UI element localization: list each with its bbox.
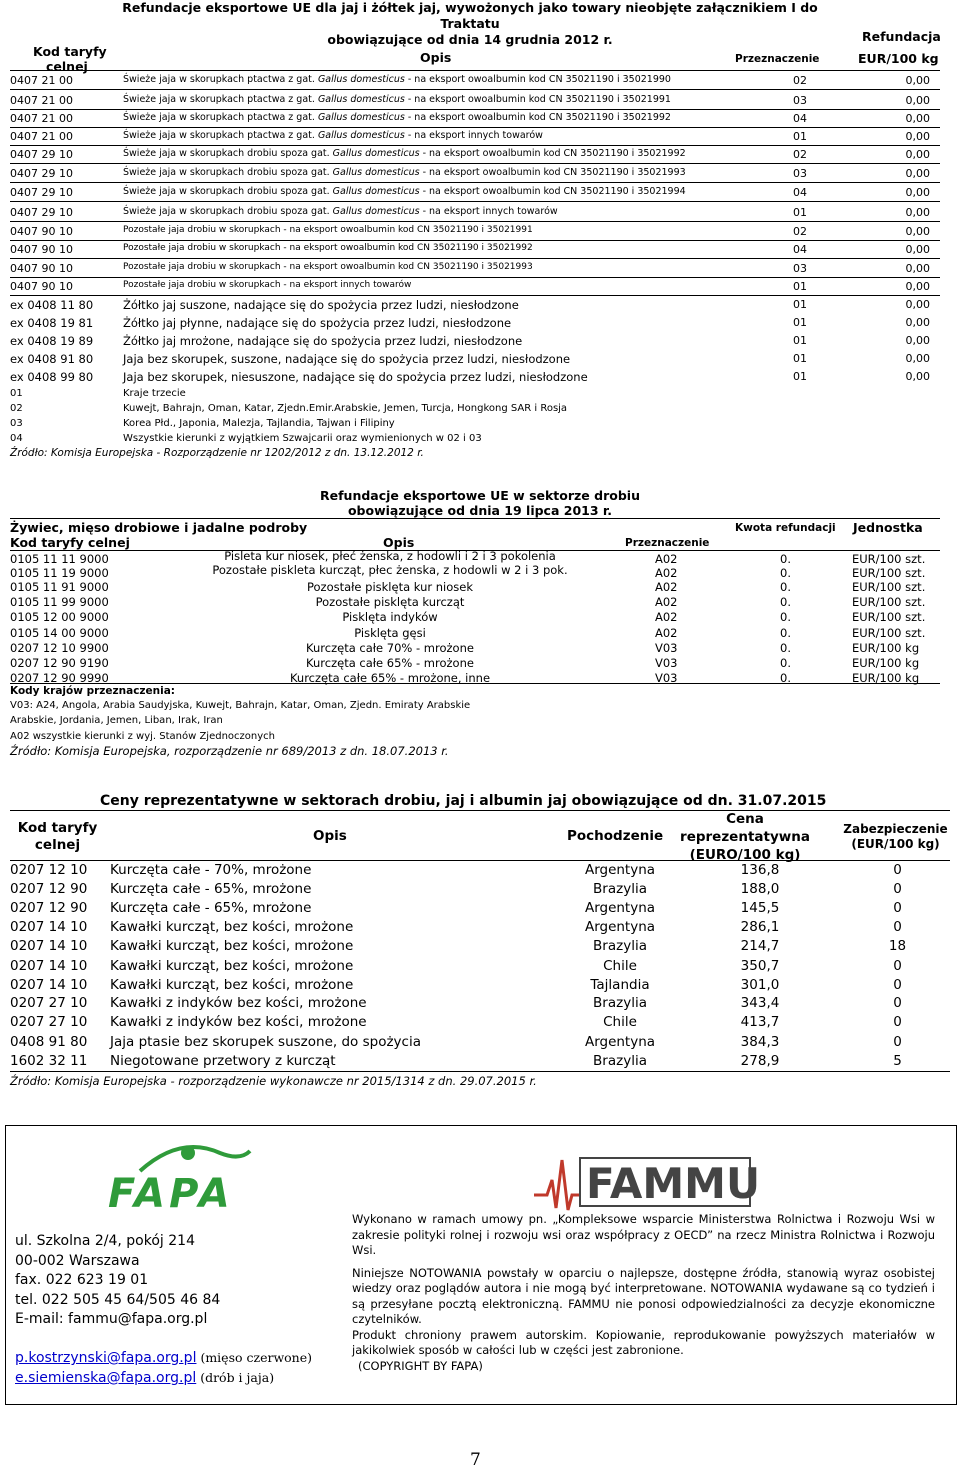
tariff-code: 0207 12 90	[10, 881, 88, 897]
representative-price: 413,7	[740, 1014, 780, 1030]
table-row	[10, 352, 950, 370]
description: Pisleta kur niosek, płeć żenska, z hodowli i 2 i 3 pokolenia	[224, 549, 556, 563]
description: Kawałki kurcząt, bez kości, mrożone	[110, 919, 354, 935]
legend-text: Wszystkie kierunki z wyjątkiem Szwajcarii oraz wymienionych w 02 i 03	[123, 433, 482, 444]
description-text: Świeże jaja w skorupkach ptactwa z gat.	[123, 130, 318, 141]
origin-country: Chile	[603, 958, 637, 974]
unit: EUR/100 szt.	[852, 566, 926, 580]
destination-code: 03	[793, 94, 807, 107]
tariff-code: ex 0408 11 80	[10, 298, 94, 312]
tariff-code: 0407 21 00	[10, 94, 73, 107]
destination-code: V03	[655, 671, 678, 685]
note-paragraph: Wykonano w ramach umowy pn. „Kompleksowe wsparcie Ministerstwa Rolnictwa i Rozwoju Wsi w zakresie polityki rolnej i rozwoju wsi oraz współpracy z OECD” na rzecz Ministra Rolnictwa i Rozwoju Wsi.	[352, 1212, 935, 1257]
tariff-code: ex 0408 19 81	[10, 316, 94, 330]
origin-country: Tajlandia	[590, 977, 650, 993]
col-header-opis: Opis	[420, 50, 452, 65]
description	[123, 148, 686, 159]
security-value: 0	[893, 958, 902, 974]
destination-code: 01	[793, 370, 807, 383]
description-text: Świeże jaja w skorupkach ptactwa z gat.	[123, 112, 318, 123]
description: Kawałki kurcząt, bez kości, mrożone	[110, 938, 354, 954]
table-row	[10, 610, 950, 625]
codes-line: V03: A24, Angola, Arabia Saudyjska, Kuwejt, Bahrajn, Katar, Oman, Zjedn. Emiraty Arabskie	[10, 700, 471, 711]
destination-code: V03	[655, 641, 678, 655]
description	[123, 167, 686, 178]
tariff-code: 0407 90 10	[10, 262, 73, 275]
tariff-code: 0207 12 90 9990	[10, 671, 109, 685]
description	[123, 225, 533, 235]
table-row	[10, 1014, 950, 1033]
col-header-refund: Refundacja	[862, 29, 941, 44]
destination-code: 03	[793, 262, 807, 275]
destination-code: 02	[793, 148, 807, 161]
refund-value: 0,00	[905, 112, 930, 125]
tariff-code: ex 0408 91 80	[10, 352, 94, 366]
legend-text: Kraje trzecie	[123, 388, 186, 399]
col-header-security: Zabezpieczenie (EUR/100 kg)	[843, 822, 948, 851]
destination-code: A02	[655, 610, 678, 624]
tariff-code: 0207 12 10 9900	[10, 641, 109, 655]
row-rule	[10, 127, 940, 128]
fammu-logo	[532, 1140, 762, 1220]
refund-value: 0,00	[905, 167, 930, 180]
tariff-code: 0207 27 10	[10, 1014, 88, 1030]
refund-amount: 0.	[780, 580, 791, 594]
codes-line: A02 wszystkie kierunki z wyj. Stanów Zjednoczonych	[10, 731, 275, 742]
description: Kurczęta całe 70% - mrożone	[306, 641, 474, 655]
description	[123, 280, 411, 290]
refund-amount: 0.	[780, 656, 791, 670]
table-row	[10, 370, 950, 388]
table-row	[10, 1034, 950, 1053]
destination-code: 01	[793, 206, 807, 219]
col-header-unit: Jednostka	[853, 520, 923, 535]
unit: EUR/100 kg	[852, 656, 920, 670]
description-text: Żółtko jaj płynne, nadające się do spożycia przez ludzi, niesłodzone	[123, 316, 512, 330]
destination-code: V03	[655, 656, 678, 670]
tariff-code: 0207 27 10	[10, 995, 88, 1011]
destination-code: 04	[793, 112, 807, 125]
table-row	[10, 641, 950, 656]
table-row	[10, 656, 950, 671]
tariff-code: 0407 90 10	[10, 243, 73, 256]
description: Kurczęta całe - 70%, mrożone	[110, 862, 312, 878]
tariff-code: 0407 21 00	[10, 74, 73, 87]
table-row	[10, 919, 950, 938]
col-header-destination: Przeznaczenie	[735, 53, 820, 65]
representative-price: 384,3	[740, 1034, 780, 1050]
refund-value: 0,00	[905, 206, 930, 219]
row-rule	[10, 277, 940, 278]
section-title: Refundacje eksportowe UE w sektorze drobiu obowiązujące od dnia 19 lipca 2013 r.	[320, 488, 640, 518]
tariff-code: 0105 11 19 9000	[10, 566, 109, 580]
footer-notes	[352, 1212, 935, 1374]
description: Pisklęta gęsi	[354, 626, 426, 640]
refund-value: 0,00	[905, 148, 930, 161]
legend-code: 03	[10, 418, 23, 429]
table-row	[10, 862, 950, 881]
representative-price: 286,1	[740, 919, 780, 935]
representative-price: 214,7	[740, 938, 780, 954]
species-name: Gallus domesticus	[332, 186, 420, 197]
source-note: Źródło: Komisja Europejska, rozporządzenie nr 689/2013 z dn. 18.07.2013 r.	[10, 744, 449, 758]
description: Kurczęta całe 65% - mrożone	[306, 656, 474, 670]
refund-value: 0,00	[905, 298, 930, 311]
description	[123, 94, 671, 105]
tariff-code: 0207 14 10	[10, 919, 88, 935]
description	[123, 370, 588, 384]
tariff-code: ex 0408 19 89	[10, 334, 94, 348]
description	[123, 74, 671, 85]
col-header-code: Kod taryfy celnej	[17, 820, 98, 853]
description: Pozostałe piskleta kurcząt, płec żenska, z hodowli w 2 i 3 pok.	[212, 563, 568, 577]
email-link[interactable]: e.siemienska@fapa.org.pl	[15, 1370, 197, 1386]
description: Kawałki kurcząt, bez kości, mrożone	[110, 977, 354, 993]
destination-code: A02	[655, 580, 678, 594]
description	[123, 298, 519, 312]
tariff-code: ex 0408 99 80	[10, 370, 94, 384]
destination-code: 01	[793, 280, 807, 293]
col-header-amount: Kwota refundacji	[735, 522, 836, 534]
unit: EUR/100 szt.	[852, 595, 926, 609]
page-number: 7	[470, 1450, 481, 1470]
table-row	[10, 938, 950, 957]
codes-line: Arabskie, Jordania, Jemen, Liban, Irak, Iran	[10, 715, 223, 726]
refund-amount: 0.	[780, 566, 791, 580]
description-text: - na eksport owoalbumin kod CN 35021190 i 35021992	[404, 112, 671, 123]
representative-price: 301,0	[740, 977, 780, 993]
destination-code: 02	[793, 74, 807, 87]
tariff-code: 0207 12 10	[10, 862, 88, 878]
description-text: - na eksport owoalbumin kod CN 35021190 i 35021990	[404, 74, 671, 85]
species-name: Gallus domesticus	[317, 112, 405, 123]
tariff-code: 0207 14 10	[10, 938, 88, 954]
representative-price: 136,8	[740, 862, 780, 878]
row-rule	[10, 295, 940, 296]
description: Kurczęta całe - 65%, mrożone	[110, 900, 312, 916]
table-row	[10, 595, 950, 610]
description: Kurczęta całe - 65%, mrożone	[110, 881, 312, 897]
tariff-code: 0105 11 99 9000	[10, 595, 109, 609]
description	[123, 186, 686, 197]
refund-amount: 0.	[780, 641, 791, 655]
destination-code: 01	[793, 352, 807, 365]
row-rule	[10, 240, 940, 241]
security-value: 0	[893, 900, 902, 916]
origin-country: Chile	[603, 1014, 637, 1030]
group-heading: Żywiec, mięso drobiowe i jadalne podroby	[10, 520, 308, 535]
description-text: Świeże jaja w skorupkach drobiu spoza gat.	[123, 186, 333, 197]
description	[123, 262, 533, 272]
security-value: 0	[893, 919, 902, 935]
row-rule	[10, 182, 940, 183]
table-row	[10, 563, 950, 581]
description-text: - na eksport innych towarów	[419, 206, 558, 217]
security-value: 0	[893, 1034, 902, 1050]
copyright: (COPYRIGHT BY FAPA)	[358, 1358, 483, 1373]
destination-code: 04	[793, 243, 807, 256]
refund-amount: 0.	[780, 610, 791, 624]
representative-price: 350,7	[740, 958, 780, 974]
tariff-code: 0207 12 90	[10, 900, 88, 916]
contact-address	[15, 1232, 220, 1330]
refund-amount: 0.	[780, 595, 791, 609]
description-text: Żółtko jaj mrożone, nadające się do spożycia przez ludzi, niesłodzone	[123, 334, 523, 348]
section-title: Refundacje eksportowe UE dla jaj i żółtek jaj, wywożonych jako towary nieobjęte załącznikiem I do Traktatu obowiązujące od dnia 14 grudnia 2012 r.	[122, 0, 818, 47]
security-value: 0	[893, 995, 902, 1011]
tariff-code: 0407 29 10	[10, 167, 73, 180]
fapa-logo	[100, 1133, 275, 1213]
tariff-code: 0105 11 91 9000	[10, 580, 109, 594]
description: Kawałki z indyków bez kości, mrożone	[110, 995, 367, 1011]
tariff-code: 0407 90 10	[10, 280, 73, 293]
origin-country: Argentyna	[584, 900, 656, 916]
tariff-code: 0407 29 10	[10, 206, 73, 219]
refund-value: 0,00	[905, 225, 930, 238]
description: Pisklęta indyków	[342, 610, 438, 624]
refund-value: 0,00	[905, 74, 930, 87]
security-value: 0	[893, 1014, 902, 1030]
description-text: Pozostałe jaja drobiu w skorupkach - na eksport owoalbumin kod CN 35021190 i 35021992	[123, 243, 533, 253]
description: Pozostałe pisklęta kur niosek	[306, 580, 474, 594]
representative-price: 343,4	[740, 995, 780, 1011]
col-header-price: Cena reprezentatywna (EURO/100 kg)	[680, 811, 810, 863]
origin-country: Brazylia	[593, 881, 647, 897]
description	[123, 334, 522, 348]
description: Jaja ptasie bez skorupek suszone, do spożycia	[110, 1034, 421, 1050]
refund-amount: 0.	[780, 552, 791, 566]
table-bottom-rule	[10, 683, 940, 684]
codes-title: Kody krajów przeznaczenia:	[10, 685, 176, 697]
species-name: Gallus domesticus	[332, 206, 420, 217]
tariff-code: 0207 14 10	[10, 958, 88, 974]
destination-code: 01	[793, 316, 807, 329]
table-row	[10, 881, 950, 900]
description-text: Pozostałe jaja drobiu w skorupkach - na eksport owoalbumin kod CN 35021190 i 35021991	[123, 225, 533, 235]
destination-code: 01	[793, 298, 807, 311]
description: Kawałki kurcząt, bez kości, mrożone	[110, 958, 354, 974]
destination-code: A02	[655, 595, 678, 609]
refund-value: 0,00	[905, 262, 930, 275]
row-rule	[10, 89, 940, 90]
origin-country: Argentyna	[584, 862, 656, 878]
header-rule	[10, 860, 950, 861]
table-row	[10, 316, 950, 334]
description-text: Jaja bez skorupek, suszone, nadające się do spożycia przez ludzi, niesłodzone	[123, 352, 571, 366]
description	[123, 206, 558, 217]
species-name: Gallus domesticus	[332, 167, 420, 178]
destination-code: 01	[793, 334, 807, 347]
legend-text: Korea Płd., Japonia, Malezja, Tajlandia, Tajwan i Filipiny	[123, 418, 395, 429]
unit: EUR/100 kg	[852, 671, 920, 685]
refund-value: 0,00	[905, 243, 930, 256]
species-name: Gallus domesticus	[317, 74, 405, 85]
security-value: 5	[893, 1053, 902, 1069]
col-header-destination: Przeznaczenie	[625, 537, 710, 549]
description-text: - na eksport owoalbumin kod CN 35021190 i 35021992	[419, 148, 686, 159]
refund-amount: 0.	[780, 626, 791, 640]
note-paragraph: Produkt chroniony prawem autorskim. Kopiowanie, reprodukowanie powyższych materiałów w jakikolwiek sposób w całości lub w części jest zabronione.	[352, 1327, 935, 1357]
description-text: Świeże jaja w skorupkach ptactwa z gat.	[123, 94, 318, 105]
table-bottom-rule	[10, 1071, 950, 1072]
origin-country: Argentyna	[584, 919, 656, 935]
description	[123, 243, 533, 253]
note-paragraph: Niniejsze NOTOWANIA powstały w oparciu o najlepsze, dostępne źródła, stanowią wyraz osobistej wiedzy oraz poglądów autora i nie mogą być interpretowane. NOTOWANIA wydawane są co tydzień i są przesyłane pocztą elektroniczną. FAMMU nie ponosi odpowiedzialności za decyzje ekonomiczne czytelników.	[352, 1265, 935, 1326]
origin-country: Argentyna	[584, 1034, 656, 1050]
tariff-code: 0105 14 00 9000	[10, 626, 109, 640]
tariff-code: 0407 21 00	[10, 112, 73, 125]
unit: EUR/100 szt.	[852, 552, 926, 566]
legend-code: 02	[10, 403, 23, 414]
row-rule	[10, 221, 940, 222]
contact-persons: p.kostrzynski@fapa.org.pl (mięso czerwone) e.siemienska@fapa.org.pl (drób i jaja)	[15, 1350, 312, 1386]
description-text: Świeże jaja w skorupkach drobiu spoza gat.	[123, 167, 333, 178]
destination-code: A02	[655, 566, 678, 580]
tariff-code: 0407 29 10	[10, 148, 73, 161]
representative-price: 188,0	[740, 881, 780, 897]
row-rule	[10, 258, 940, 259]
tariff-code: 0105 12 00 9000	[10, 610, 109, 624]
table-row	[10, 580, 950, 595]
destination-code: 02	[793, 225, 807, 238]
fax-line: fax. 022 623 19 01	[15, 1272, 149, 1288]
email-line: E-mail: fammu@fapa.org.pl	[15, 1311, 208, 1327]
description: Pozostałe pisklęta kurcząt	[315, 595, 465, 609]
email-link[interactable]: p.kostrzynski@fapa.org.pl	[15, 1350, 197, 1366]
destination-code: 04	[793, 186, 807, 199]
tel-line: tel. 022 505 45 64/505 46 84	[15, 1291, 221, 1308]
svg-text:FAMMU: FAMMU	[586, 1159, 761, 1208]
refund-amount: 0.	[780, 671, 791, 685]
table-row	[10, 298, 950, 316]
col-header-code: Kod taryfy celnej	[10, 535, 130, 550]
description: Kurczęta całe 65% - mrożone, inne	[289, 671, 491, 685]
refund-value: 0,00	[905, 352, 930, 365]
col-header-opis: Opis	[313, 828, 347, 844]
refund-value: 0,00	[905, 370, 930, 383]
table-row	[10, 1053, 950, 1072]
description-text: Świeże jaja w skorupkach drobiu spoza gat.	[123, 206, 333, 217]
description-text: - na eksport owoalbumin kod CN 35021190 i 35021994	[419, 186, 686, 197]
refund-value: 0,00	[905, 186, 930, 199]
description-text: Pozostałe jaja drobiu w skorupkach - na eksport innych towarów	[123, 280, 412, 290]
tariff-code: 0407 29 10	[10, 186, 73, 199]
refund-value: 0,00	[905, 334, 930, 347]
description-text: Jaja bez skorupek, niesuszone, nadające się do spożycia przez ludzi, niesłodzone	[123, 370, 588, 384]
address-line: ul. Szkolna 2/4, pokój 214	[15, 1233, 195, 1249]
description-text: - na eksport owoalbumin kod CN 35021190 i 35021991	[404, 94, 671, 105]
description-text: Świeże jaja w skorupkach ptactwa z gat.	[123, 74, 318, 85]
destination-code: 03	[793, 167, 807, 180]
tariff-code: 0407 90 10	[10, 225, 73, 238]
tariff-code: 0207 14 10	[10, 977, 88, 993]
col-header-unit: EUR/100 kg	[858, 51, 939, 66]
origin-country: Brazylia	[593, 938, 647, 954]
svg-text:FAPA: FAPA	[108, 1171, 234, 1213]
representative-price: 278,9	[740, 1053, 780, 1069]
refund-value: 0,00	[905, 94, 930, 107]
tariff-code: 0407 21 00	[10, 130, 73, 143]
security-value: 0	[893, 977, 902, 993]
col-header-origin: Pochodzenie	[567, 828, 664, 844]
description	[123, 112, 671, 123]
refund-value: 0,00	[905, 130, 930, 143]
table-row	[10, 626, 950, 641]
table-row	[10, 995, 950, 1014]
description-text: - na eksport owoalbumin kod CN 35021190 i 35021993	[419, 167, 686, 178]
description	[123, 316, 511, 330]
legend-code: 04	[10, 433, 23, 444]
description-text: - na eksport innych towarów	[404, 130, 543, 141]
legend-text: Kuwejt, Bahrajn, Oman, Katar, Zjedn.Emir.Arabskie, Jemen, Turcja, Hongkong SAR i Rosja	[123, 403, 568, 414]
tariff-code: 0408 91 80	[10, 1034, 88, 1050]
row-rule	[10, 109, 940, 110]
source-note: Źródło: Komisja Europejska - Rozporządzenie nr 1202/2012 z dn. 13.12.2012 r.	[10, 447, 424, 459]
destination-code: A02	[655, 552, 678, 566]
unit: EUR/100 szt.	[852, 580, 926, 594]
destination-code: 01	[793, 130, 807, 143]
table-row	[10, 334, 950, 352]
table-row	[10, 900, 950, 919]
unit: EUR/100 szt.	[852, 610, 926, 624]
unit: EUR/100 kg	[852, 641, 920, 655]
description-text: Świeże jaja w skorupkach drobiu spoza gat.	[123, 148, 333, 159]
origin-country: Brazylia	[593, 1053, 647, 1069]
row-rule	[10, 163, 940, 164]
tariff-code: 0105 11 11 9000	[10, 552, 109, 566]
destination-code: A02	[655, 626, 678, 640]
table-row	[10, 958, 950, 977]
refund-value: 0,00	[905, 280, 930, 293]
header-rule	[10, 518, 940, 519]
description-text: Żółtko jaj suszone, nadające się do spożycia przez ludzi, niesłodzone	[123, 298, 519, 312]
unit: EUR/100 szt.	[852, 626, 926, 640]
origin-country: Brazylia	[593, 995, 647, 1011]
security-value: 0	[893, 862, 902, 878]
source-note: Źródło: Komisja Europejska - rozporządzenie wykonawcze nr 2015/1314 z dn. 29.07.2015 r.	[10, 1074, 537, 1088]
security-value: 0	[893, 881, 902, 897]
description-text: Pozostałe jaja drobiu w skorupkach - na eksport owoalbumin kod CN 35021190 i 35021993	[123, 262, 533, 272]
table-row	[10, 977, 950, 996]
section-title: Ceny reprezentatywne w sektorach drobiu, jaj i albumin jaj obowiązujące od dn. 31.07.2015	[100, 793, 827, 809]
row-rule	[10, 201, 940, 202]
security-value: 18	[888, 938, 907, 954]
description	[123, 352, 570, 366]
description	[123, 130, 543, 141]
header-rule	[10, 70, 940, 71]
description: Kawałki z indyków bez kości, mrożone	[110, 1014, 367, 1030]
row-rule	[10, 145, 940, 146]
address-line: 00-002 Warszawa	[15, 1252, 140, 1269]
species-name: Gallus domesticus	[332, 148, 420, 159]
description: Niegotowane przetwory z kurcząt	[110, 1053, 336, 1069]
species-name: Gallus domesticus	[317, 130, 405, 141]
tariff-code: 0207 12 90 9190	[10, 656, 109, 670]
refund-value: 0,00	[905, 316, 930, 329]
legend-code: 01	[10, 388, 23, 399]
tariff-code: 1602 32 11	[10, 1053, 88, 1069]
col-header-opis: Opis	[383, 535, 415, 550]
representative-price: 145,5	[740, 900, 780, 916]
species-name: Gallus domesticus	[317, 94, 405, 105]
